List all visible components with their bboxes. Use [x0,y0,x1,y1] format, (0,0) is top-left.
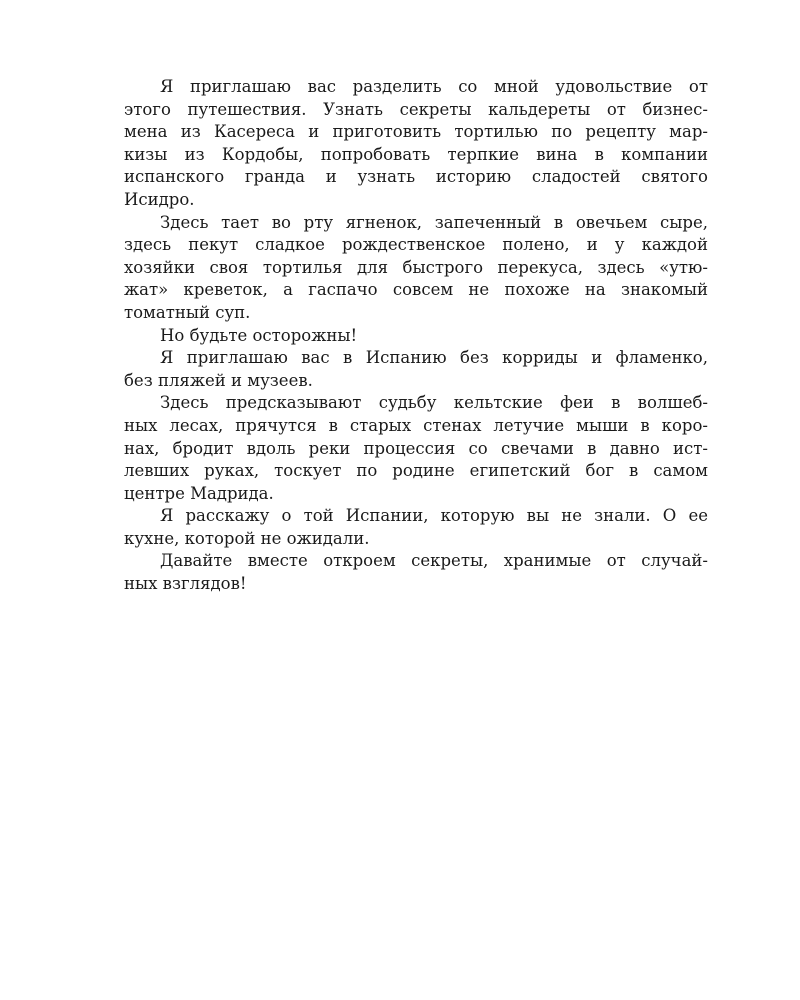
text-line: Я приглашаю вас разделить со мной удовольствие от [160,77,708,96]
text-line: Я расскажу о той Испании, которую вы не знали. О ее [160,506,708,526]
body-text [124,76,708,596]
text-line: левших руках, тоскует по родине египетский бог в самом [124,461,708,481]
text-line: Давайте вместе откроем секреты, хранимые от случай- [160,551,708,571]
text-line: здесь пекут сладкое рождественское полено, и у каждой [124,235,708,255]
text-line: испанского гранда и узнать историю сладостей святого [124,167,708,187]
paragraph-2 [124,212,708,325]
paragraph-6 [124,505,708,550]
text-line: нах, бродит вдоль реки процессия со свечами в давно ист- [124,438,708,458]
text-line: этого путешествия. Узнать секреты кальдереты от бизнес- [124,99,708,119]
text-line: мена из Касереса и приготовить тортилью по рецепту мар- [124,122,708,142]
paragraph-1 [124,76,708,212]
text-line: ных взглядов! [124,574,247,594]
text-line: Я приглашаю вас в Испанию без корриды и фламенко, [160,348,708,368]
paragraph-7 [124,550,708,595]
paragraph-4 [124,347,708,392]
text-line: хозяйки своя тортилья для быстрого перекуса, здесь «утю- [124,257,708,277]
text-line: Но будьте осторожны! [160,325,358,345]
text-line: томатный суп. [124,302,251,322]
text-line: Здесь тает во рту ягненок, запеченный в овечьем сыре, [160,212,708,232]
text-line: кухне, которой не ожидали. [124,528,370,548]
text-line: центре Мадрида. [124,483,274,503]
paragraph-3 [124,325,708,348]
paragraph-5 [124,392,708,505]
text-line: Здесь предсказывают судьбу кельтские феи в волшеб- [160,393,708,413]
text-line: без пляжей и музеев. [124,370,313,390]
text-line: жат» креветок, а гаспачо совсем не похоже на знакомый [124,280,708,300]
text-line: кизы из Кордобы, попробовать терпкие вина в компании [124,144,708,164]
text-line: ных лесах, прячутся в старых стенах летучие мыши в коро- [124,415,708,435]
text-line: Исидро. [124,189,195,209]
